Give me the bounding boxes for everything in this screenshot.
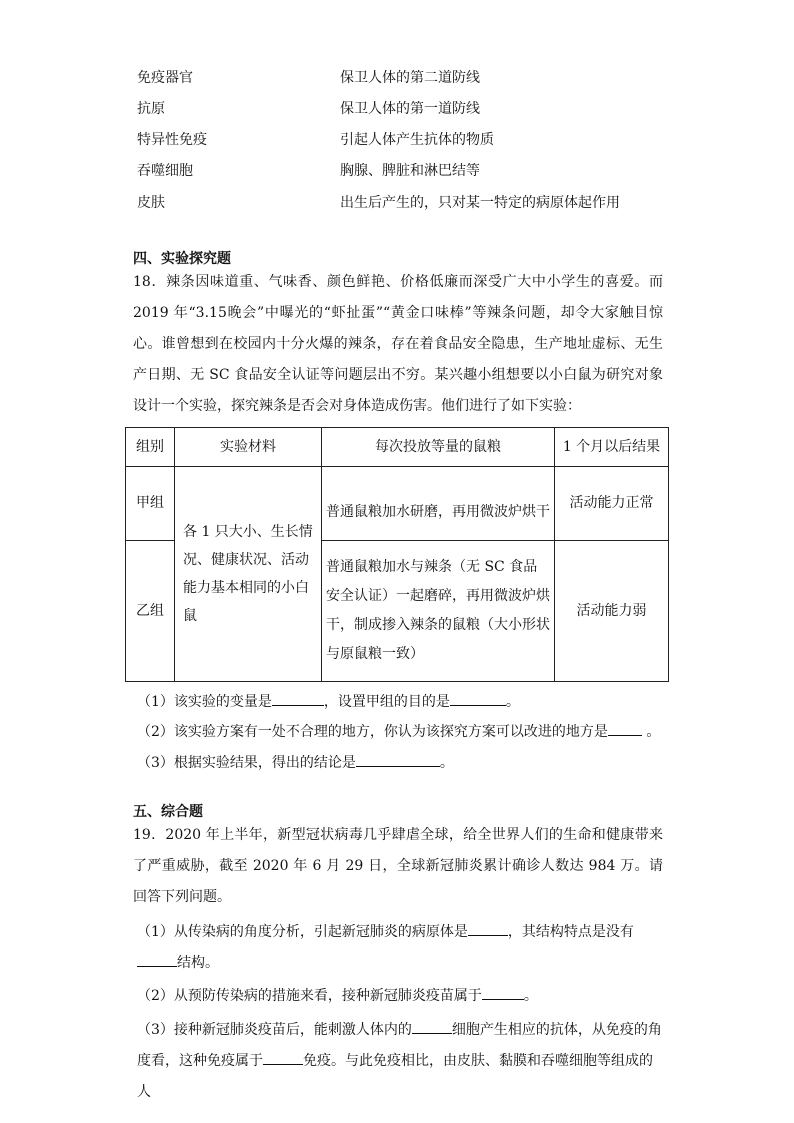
q18-sub1 (137, 691, 520, 711)
q18-sub3-blank[interactable] (356, 752, 440, 767)
header-material: 实验材料 (175, 428, 322, 467)
q19-sub2 (137, 985, 538, 1005)
group-jia: 甲组 (126, 467, 175, 541)
header-feed: 每次投放等量的鼠粮 (322, 428, 555, 467)
q19-sub3-text-c: 免疫。与此免疫相比，由皮肤、黏膜和吞噬细胞等组成的人 (137, 1053, 653, 1100)
q18-sub1-text-a: （1）该实验的变量是 (137, 694, 272, 710)
q19-sub1-blank-1[interactable] (468, 921, 508, 936)
match-left-5: 皮肤 (137, 195, 165, 211)
q19-sub1-blank-2[interactable] (137, 952, 177, 967)
match-right-3: 引起人体产生抗体的物质 (340, 132, 494, 148)
match-right-4: 胸腺、脾脏和淋巴结等 (340, 163, 480, 179)
material-cell: 各 1 只大小、生长情况、健康状况、活动能力基本相同的小白鼠 (175, 467, 322, 682)
header-group: 组别 (126, 428, 175, 467)
table-row (126, 467, 669, 541)
match-left-2: 抗原 (137, 101, 165, 117)
q18-sub1-text-c: 。 (505, 694, 520, 710)
table-header-row (126, 428, 669, 467)
q19-sub1 (137, 917, 663, 979)
q18-sub1-blank-2[interactable] (450, 691, 506, 706)
q19-sub3 (137, 1015, 663, 1108)
section4-heading: 四、实验探究题 (133, 251, 231, 267)
q18-sub1-text-b: ，设置甲组的目的是 (323, 694, 450, 710)
q18-sub2-text-b: 。 (641, 724, 661, 740)
match-left-4: 吞噬细胞 (137, 163, 193, 179)
match-right-1: 保卫人体的第二道防线 (340, 70, 480, 86)
q19-sub1-text-b: ，其结构特点是没有 (507, 924, 634, 940)
match-left-3: 特异性免疫 (137, 132, 207, 148)
feed-yi: 普通鼠粮加水与辣条（无 SC 食品安全认证）一起磨碎，再用微波炉烘干，制成掺入辣条的鼠粮（大小形状与原鼠粮一致） (322, 541, 555, 682)
result-yi: 活动能力弱 (555, 541, 669, 682)
q19-sub2-blank[interactable] (482, 985, 524, 1000)
result-jia: 活动能力正常 (555, 467, 669, 541)
match-left-1: 免疫器官 (137, 70, 193, 86)
q18-sub3-text-a: （3）根据实验结果，得出的结论是 (137, 755, 356, 771)
section5-heading: 五、综合题 (133, 804, 203, 820)
experiment-table (125, 427, 669, 682)
q18-sub3 (137, 752, 454, 772)
feed-jia: 普通鼠粮加水研磨，再用微波炉烘干 (322, 467, 555, 541)
q19-sub2-text-a: （2）从预防传染病的措施来看，接种新冠肺炎疫苗属于 (137, 988, 482, 1004)
question-18-text: 18．辣条因味道重、气味香、颜色鲜艳、价格低廉而深受广大中小学生的喜爱。而 2019 年“3.15晚会”中曝光的“虾扯蛋”“黄金口味棒”等辣条问题，却令大家触目惊心。谁曾想到在校园内十分火爆的辣条，存在着食品安全隐患，生产地址虚标、无生产日期、无 SC 食品安全认证等问题层出不穷。某兴趣小组想要以小白鼠为研究对象设计一个实验，探究辣条是否会对身体造成伤害。他们进行了如下实验： (133, 274, 663, 414)
q19-sub3-blank-2[interactable] (263, 1050, 303, 1065)
q19-sub3-text-b: 细胞产生相应的抗体，从免疫的角度看，这种免疫属于 (137, 1022, 662, 1069)
q18-sub2-text-a: （2）该实验方案有一处不合理的地方，你认为该探究方案可以改进的地方是 (137, 724, 608, 740)
q18-sub2 (137, 721, 660, 741)
match-right-5: 出生后产生的，只对某一特定的病原体起作用 (340, 195, 620, 211)
q19-sub3-blank-1[interactable] (412, 1019, 452, 1034)
q18-sub1-blank-1[interactable] (272, 691, 324, 706)
q18-sub2-blank[interactable] (608, 721, 642, 736)
q19-sub3-text-a: （3）接种新冠肺炎疫苗后，能刺激人体内的 (137, 1022, 412, 1038)
match-right-2: 保卫人体的第一道防线 (340, 101, 480, 117)
q18-sub3-text-b: 。 (439, 755, 454, 771)
question-19-text: 19．2020 年上半年，新型冠状病毒几乎肆虐全球，给全世界人们的生命和健康带来了严重威胁，截至 2020 年 6 月 29 日，全球新冠肺炎累计确诊人数达 984 万。请回答下列问题。 (133, 827, 663, 905)
header-result: 1 个月以后结果 (555, 428, 669, 467)
q19-sub1-text-a: （1）从传染病的角度分析，引起新冠肺炎的病原体是 (137, 924, 468, 940)
q19-sub1-text-c: 结构。 (177, 955, 219, 971)
group-yi: 乙组 (126, 541, 175, 682)
q19-sub2-text-b: 。 (523, 988, 538, 1004)
